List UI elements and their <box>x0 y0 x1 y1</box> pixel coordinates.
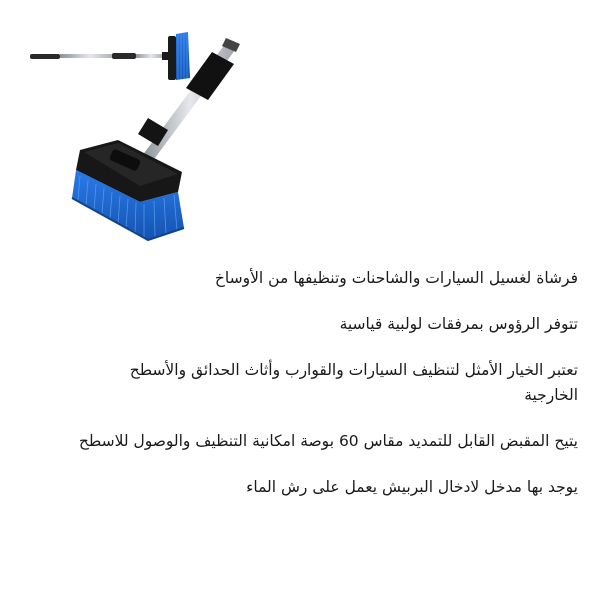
feature-list <box>78 266 578 521</box>
feature-item: فرشاة لغسيل السيارات والشاحنات وتنظيفها من الأوساخ <box>214 269 578 287</box>
feature-item: يتيح المقبض القابل للتمديد مقاس 60 بوصة امكانية التنظيف والوصول للاسطح <box>78 432 578 450</box>
feature-item: يوجد بها مدخل لادخال البربيش يعمل على رش الماء <box>246 478 578 496</box>
car-wash-brush-image <box>22 22 262 247</box>
car-wash-brush-illustration <box>22 22 262 247</box>
feature-item: تعتبر الخيار الأمثل لتنظيف السيارات والقوارب وأثاث الحدائق والأسطح الخارجية <box>129 361 578 404</box>
feature-item: تتوفر الرؤوس بمرفقات لولبية قياسية <box>339 315 578 333</box>
main-brush <box>72 38 240 240</box>
extended-brush-thumbnail <box>30 32 190 80</box>
